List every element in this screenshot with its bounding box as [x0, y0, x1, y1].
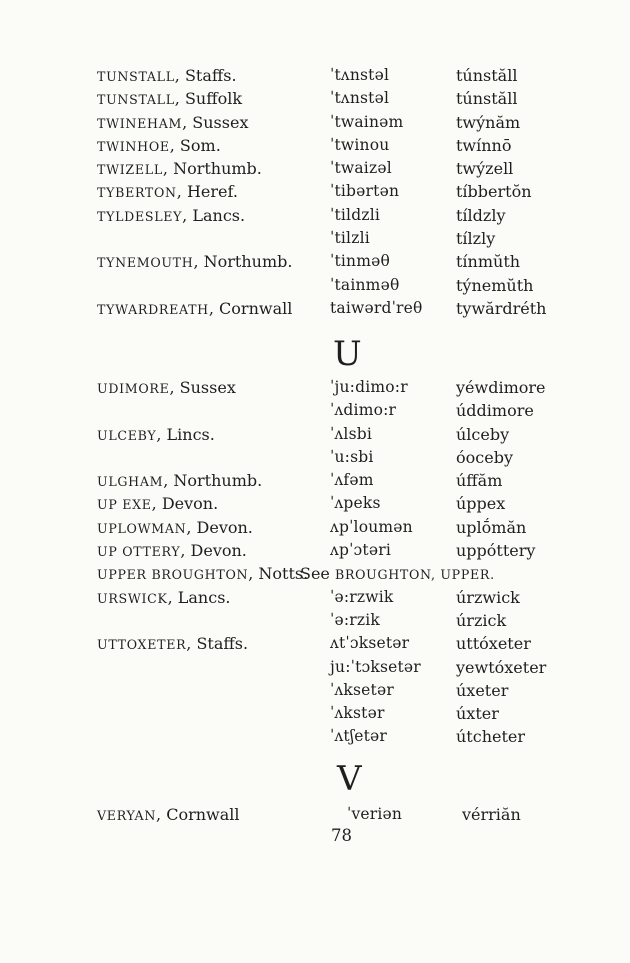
respelled-pronunciation: útcheter [456, 727, 526, 747]
entry-heading [97, 64, 237, 88]
ipa-pronunciation: ˈtʌnstəl [330, 89, 390, 108]
entry-heading [97, 803, 240, 827]
entry-row [0, 586, 630, 609]
ipa-pronunciation: ˈtibərtən [330, 182, 400, 201]
entry-heading [97, 586, 231, 610]
respelled-pronunciation: twínnō [456, 135, 512, 155]
respelled-pronunciation: uplṓmăn [456, 517, 527, 537]
entry-heading [97, 250, 292, 274]
ipa-pronunciation: ˈtilzli [330, 229, 370, 248]
ipa-pronunciation: ˈʌdimo:r [330, 401, 397, 420]
entry-row [0, 64, 630, 87]
place-name: UP OTTERY [97, 544, 181, 560]
respelled-pronunciation: tíldzly [456, 205, 506, 225]
county: , Lincs. [156, 424, 215, 444]
county: , Heref. [176, 182, 238, 202]
entry-heading [97, 469, 262, 493]
ipa-pronunciation: ˈtildzli [330, 205, 381, 224]
ipa-pronunciation: ʌpˈloumən [330, 517, 413, 536]
entry-heading [97, 134, 221, 158]
page-number: 78 [331, 826, 352, 845]
entry-heading [97, 204, 245, 228]
ipa-pronunciation: ʌpˈɔtəri [330, 541, 391, 560]
respelled-pronunciation: úffăm [456, 471, 503, 491]
respelled-pronunciation: uppóttery [456, 541, 536, 561]
ipa-pronunciation: ˈə:rzwik [330, 587, 394, 606]
section-v-entries [0, 803, 630, 826]
respelled-pronunciation: yéwdimore [456, 378, 546, 397]
place-name: TWIZELL [97, 162, 163, 178]
respelled-pronunciation: óoceby [456, 447, 513, 467]
entry-row [0, 180, 630, 203]
section-u-entries [0, 376, 630, 749]
place-name: URSWICK [97, 590, 168, 606]
place-name: TYBERTON [97, 185, 177, 201]
respelled-pronunciation: úlceby [456, 424, 510, 444]
entry-row [0, 725, 630, 748]
entry-row [0, 157, 630, 180]
place-name: ULGHAM [97, 474, 164, 490]
entry-heading [97, 297, 292, 321]
respelled-pronunciation: twýnăm [456, 112, 521, 132]
county: , Northumb. [162, 159, 262, 179]
entry-row [0, 227, 630, 250]
respelled-pronunciation: týnemŭth [456, 275, 534, 295]
ipa-pronunciation: ju:ˈtɔksetər [330, 657, 421, 676]
ipa-pronunciation: ˈʌksetər [330, 680, 394, 699]
place-name: UPLOWMAN [97, 520, 187, 536]
entry-row [0, 376, 630, 399]
ipa-pronunciation: ˈtwinou [330, 135, 390, 154]
entry-row [0, 297, 630, 320]
county: , Lancs. [182, 205, 246, 225]
section-header-v: V [337, 759, 362, 799]
entry-row [0, 656, 630, 679]
county: , Staffs. [174, 66, 237, 85]
county: , Som. [169, 135, 221, 155]
ipa-pronunciation: ˈju:dimo:r [330, 378, 408, 396]
place-name: TYNEMOUTH [97, 255, 194, 271]
place-name: ULCEBY [97, 427, 157, 443]
respelled-pronunciation: úppex [456, 494, 506, 514]
ipa-pronunciation: ˈʌlsbi [330, 424, 373, 443]
cross-reference [300, 562, 495, 586]
entry-row [0, 632, 630, 655]
entry-row [0, 469, 630, 492]
ipa-pronunciation: ˈu:sbi [330, 447, 374, 466]
respelled-pronunciation: tínmŭth [456, 252, 521, 272]
place-name: VERYAN [97, 808, 157, 823]
entry-row [0, 539, 630, 562]
entry-row [0, 87, 630, 110]
county: , Devon. [180, 541, 247, 561]
place-name: TUNSTALL [97, 92, 175, 108]
ipa-pronunciation: ʌtˈɔksetər [330, 634, 410, 653]
entry-row [0, 204, 630, 227]
entry-row [0, 446, 630, 469]
entry-row [0, 562, 630, 585]
county: , Cornwall [156, 805, 240, 824]
entry-row [0, 134, 630, 157]
entry-heading [97, 157, 262, 181]
ipa-pronunciation: ˈtʌnstəl [330, 66, 390, 84]
entry-row [0, 250, 630, 273]
cross-reference-target: BROUGHTON, UPPER. [334, 567, 495, 583]
respelled-pronunciation: úxter [456, 704, 499, 724]
entry-row [0, 423, 630, 446]
ipa-pronunciation: ˈə:rzik [330, 610, 380, 629]
ipa-pronunciation: ˈtainməθ [330, 275, 400, 294]
place-name: UPPER BROUGHTON [97, 567, 249, 583]
entry-heading [97, 539, 247, 563]
respelled-pronunciation: yewtóxeter [456, 657, 547, 677]
entry-row [0, 702, 630, 725]
entry-row [0, 492, 630, 515]
entry-heading [97, 562, 308, 586]
respelled-pronunciation: tílzly [456, 229, 496, 249]
county: , Cornwall [208, 298, 293, 318]
respelled-pronunciation: úddimore [456, 401, 534, 421]
place-name: UP EXE [97, 497, 152, 513]
ipa-pronunciation: ˈʌtʃetər [330, 727, 388, 746]
county: , Staffs. [186, 634, 249, 654]
respelled-pronunciation: túnstăll [456, 89, 518, 109]
respelled-pronunciation: úxeter [456, 680, 509, 700]
ipa-pronunciation: ˈʌfəm [330, 471, 374, 490]
ipa-pronunciation: taiwərdˈreθ [330, 298, 423, 317]
county: , Northumb. [193, 252, 293, 272]
place-name: TUNSTALL [97, 69, 175, 84]
entry-heading [97, 180, 238, 204]
county: , Notts. [248, 564, 309, 584]
entry-heading [97, 87, 242, 111]
place-name: UTTOXETER [97, 637, 187, 653]
respelled-pronunciation: uttóxeter [456, 634, 531, 654]
respelled-pronunciation: tíbbertŏn [456, 182, 532, 202]
entry-row [0, 399, 630, 422]
entry-row [0, 609, 630, 632]
county: , Sussex [169, 378, 236, 397]
entry-row [0, 111, 630, 134]
county: , Suffolk [174, 89, 243, 109]
entry-heading [97, 492, 218, 516]
county: , Northumb. [163, 471, 263, 491]
ipa-pronunciation: ˈtinməθ [330, 252, 391, 271]
cross-reference-prefix: See [300, 564, 335, 584]
entry-heading [97, 632, 248, 656]
section-header-u: U [333, 334, 362, 374]
place-name: TWINHOE [97, 138, 170, 154]
entry-row [0, 274, 630, 297]
entry-row [0, 679, 630, 702]
entry-row [0, 803, 630, 826]
entry-heading [97, 516, 253, 540]
respelled-pronunciation: úrzwick [456, 587, 520, 607]
entry-row [0, 516, 630, 539]
ipa-pronunciation: ˈtwaizəl [330, 159, 392, 178]
respelled-pronunciation: úrzick [456, 610, 507, 630]
place-name: TYWARDREATH [97, 301, 209, 317]
respelled-pronunciation: tywărdréth [456, 298, 547, 318]
county: , Sussex [182, 112, 249, 132]
entry-heading [97, 376, 236, 400]
ipa-pronunciation: ˈtwainəm [330, 112, 404, 131]
county: , Lancs. [167, 587, 231, 607]
respelled-pronunciation: vérriăn [462, 805, 521, 824]
ipa-pronunciation: ˈʌkstər [330, 704, 385, 723]
respelled-pronunciation: túnstăll [456, 66, 518, 85]
county: , Devon. [186, 517, 253, 537]
ipa-pronunciation: ˈʌpeks [330, 494, 381, 513]
county: , Devon. [151, 494, 219, 514]
section-t-entries [0, 64, 630, 320]
entry-heading [97, 111, 248, 135]
place-name: TYLDESLEY [97, 208, 183, 224]
ipa-pronunciation: ˈveriən [347, 805, 403, 823]
place-name: TWINEHAM [97, 115, 183, 131]
entry-heading [97, 423, 215, 447]
respelled-pronunciation: twýzell [456, 159, 514, 179]
place-name: UDIMORE [97, 381, 170, 396]
